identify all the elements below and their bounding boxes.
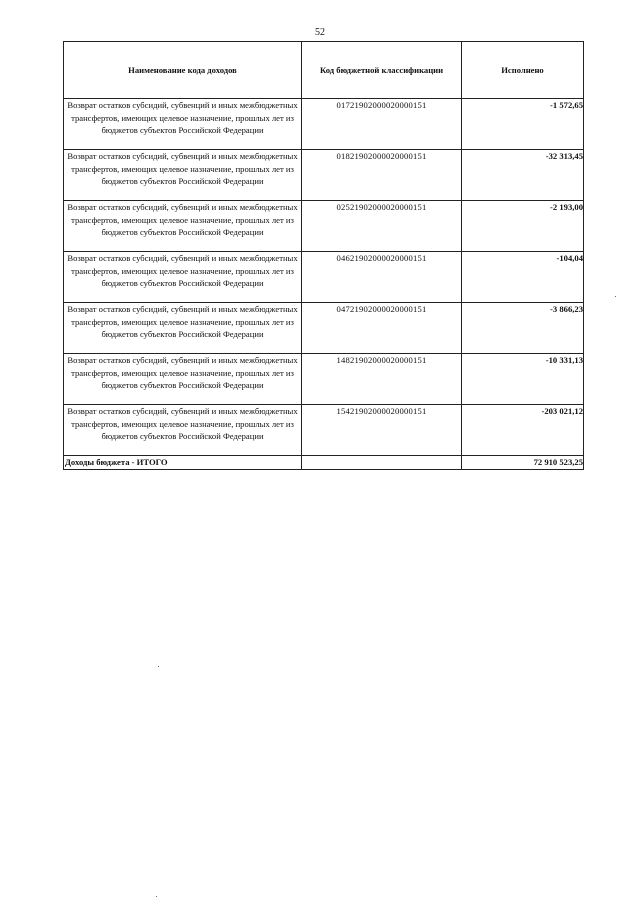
row-name-cell (64, 252, 302, 303)
row-name-cell (64, 150, 302, 201)
row-code: 01721902000020000151 (302, 99, 462, 150)
row-code: 15421902000020000151 (302, 405, 462, 456)
row-value: -203 021,12 (462, 405, 584, 456)
header-name: Наименование кода доходов (64, 42, 302, 99)
table-row (64, 405, 584, 456)
row-code: 02521902000020000151 (302, 201, 462, 252)
table-row (64, 150, 584, 201)
row-name-cell (64, 99, 302, 150)
page-number: 52 (315, 27, 325, 38)
scan-speck (156, 896, 157, 897)
row-name-cell (64, 303, 302, 354)
row-code: 04721902000020000151 (302, 303, 462, 354)
total-code (302, 456, 462, 470)
row-value: -32 313,45 (462, 150, 584, 201)
table-header-row (64, 42, 584, 99)
total-label: Доходы бюджета - ИТОГО (64, 456, 302, 470)
row-name: Возврат остатков субсидий, субвенций и иных межбюджетных трансфертов, имеющих целевое назначение, прошлых лет из бюджетов субъектов Российской Федерации (67, 151, 298, 187)
row-name: Возврат остатков субсидий, субвенций и иных межбюджетных трансфертов, имеющих целевое назначение, прошлых лет из бюджетов субъектов Российской Федерации (67, 202, 298, 238)
table-row (64, 99, 584, 150)
row-name-cell (64, 201, 302, 252)
total-value: 72 910 523,25 (462, 456, 584, 470)
row-value: -3 866,23 (462, 303, 584, 354)
header-value: Исполнено (462, 42, 584, 99)
row-name: Возврат остатков субсидий, субвенций и иных межбюджетных трансфертов, имеющих целевое назначение, прошлых лет из бюджетов субъектов Российской Федерации (67, 406, 298, 442)
row-name: Возврат остатков субсидий, субвенций и иных межбюджетных трансфертов, имеющих целевое назначение, прошлых лет из бюджетов субъектов Российской Федерации (67, 253, 298, 289)
row-code: 01821902000020000151 (302, 150, 462, 201)
row-code: 04621902000020000151 (302, 252, 462, 303)
row-value: -1 572,65 (462, 99, 584, 150)
row-value: -10 331,13 (462, 354, 584, 405)
row-name-cell (64, 354, 302, 405)
total-row (64, 456, 584, 470)
row-name-cell (64, 405, 302, 456)
table-row (64, 201, 584, 252)
table-row (64, 303, 584, 354)
row-value: -104,04 (462, 252, 584, 303)
header-code: Код бюджетной классификации (302, 42, 462, 99)
row-name: Возврат остатков субсидий, субвенций и иных межбюджетных трансфертов, имеющих целевое назначение, прошлых лет из бюджетов субъектов Российской Федерации (67, 100, 298, 136)
row-value: -2 193,00 (462, 201, 584, 252)
scan-speck (615, 296, 616, 297)
revenue-table (63, 41, 584, 470)
scan-speck (158, 666, 159, 667)
row-name: Возврат остатков субсидий, субвенций и иных межбюджетных трансфертов, имеющих целевое назначение, прошлых лет из бюджетов субъектов Российской Федерации (67, 355, 298, 391)
table-row (64, 354, 584, 405)
row-code: 14821902000020000151 (302, 354, 462, 405)
row-name: Возврат остатков субсидий, субвенций и иных межбюджетных трансфертов, имеющих целевое назначение, прошлых лет из бюджетов субъектов Российской Федерации (67, 304, 298, 340)
table-row (64, 252, 584, 303)
